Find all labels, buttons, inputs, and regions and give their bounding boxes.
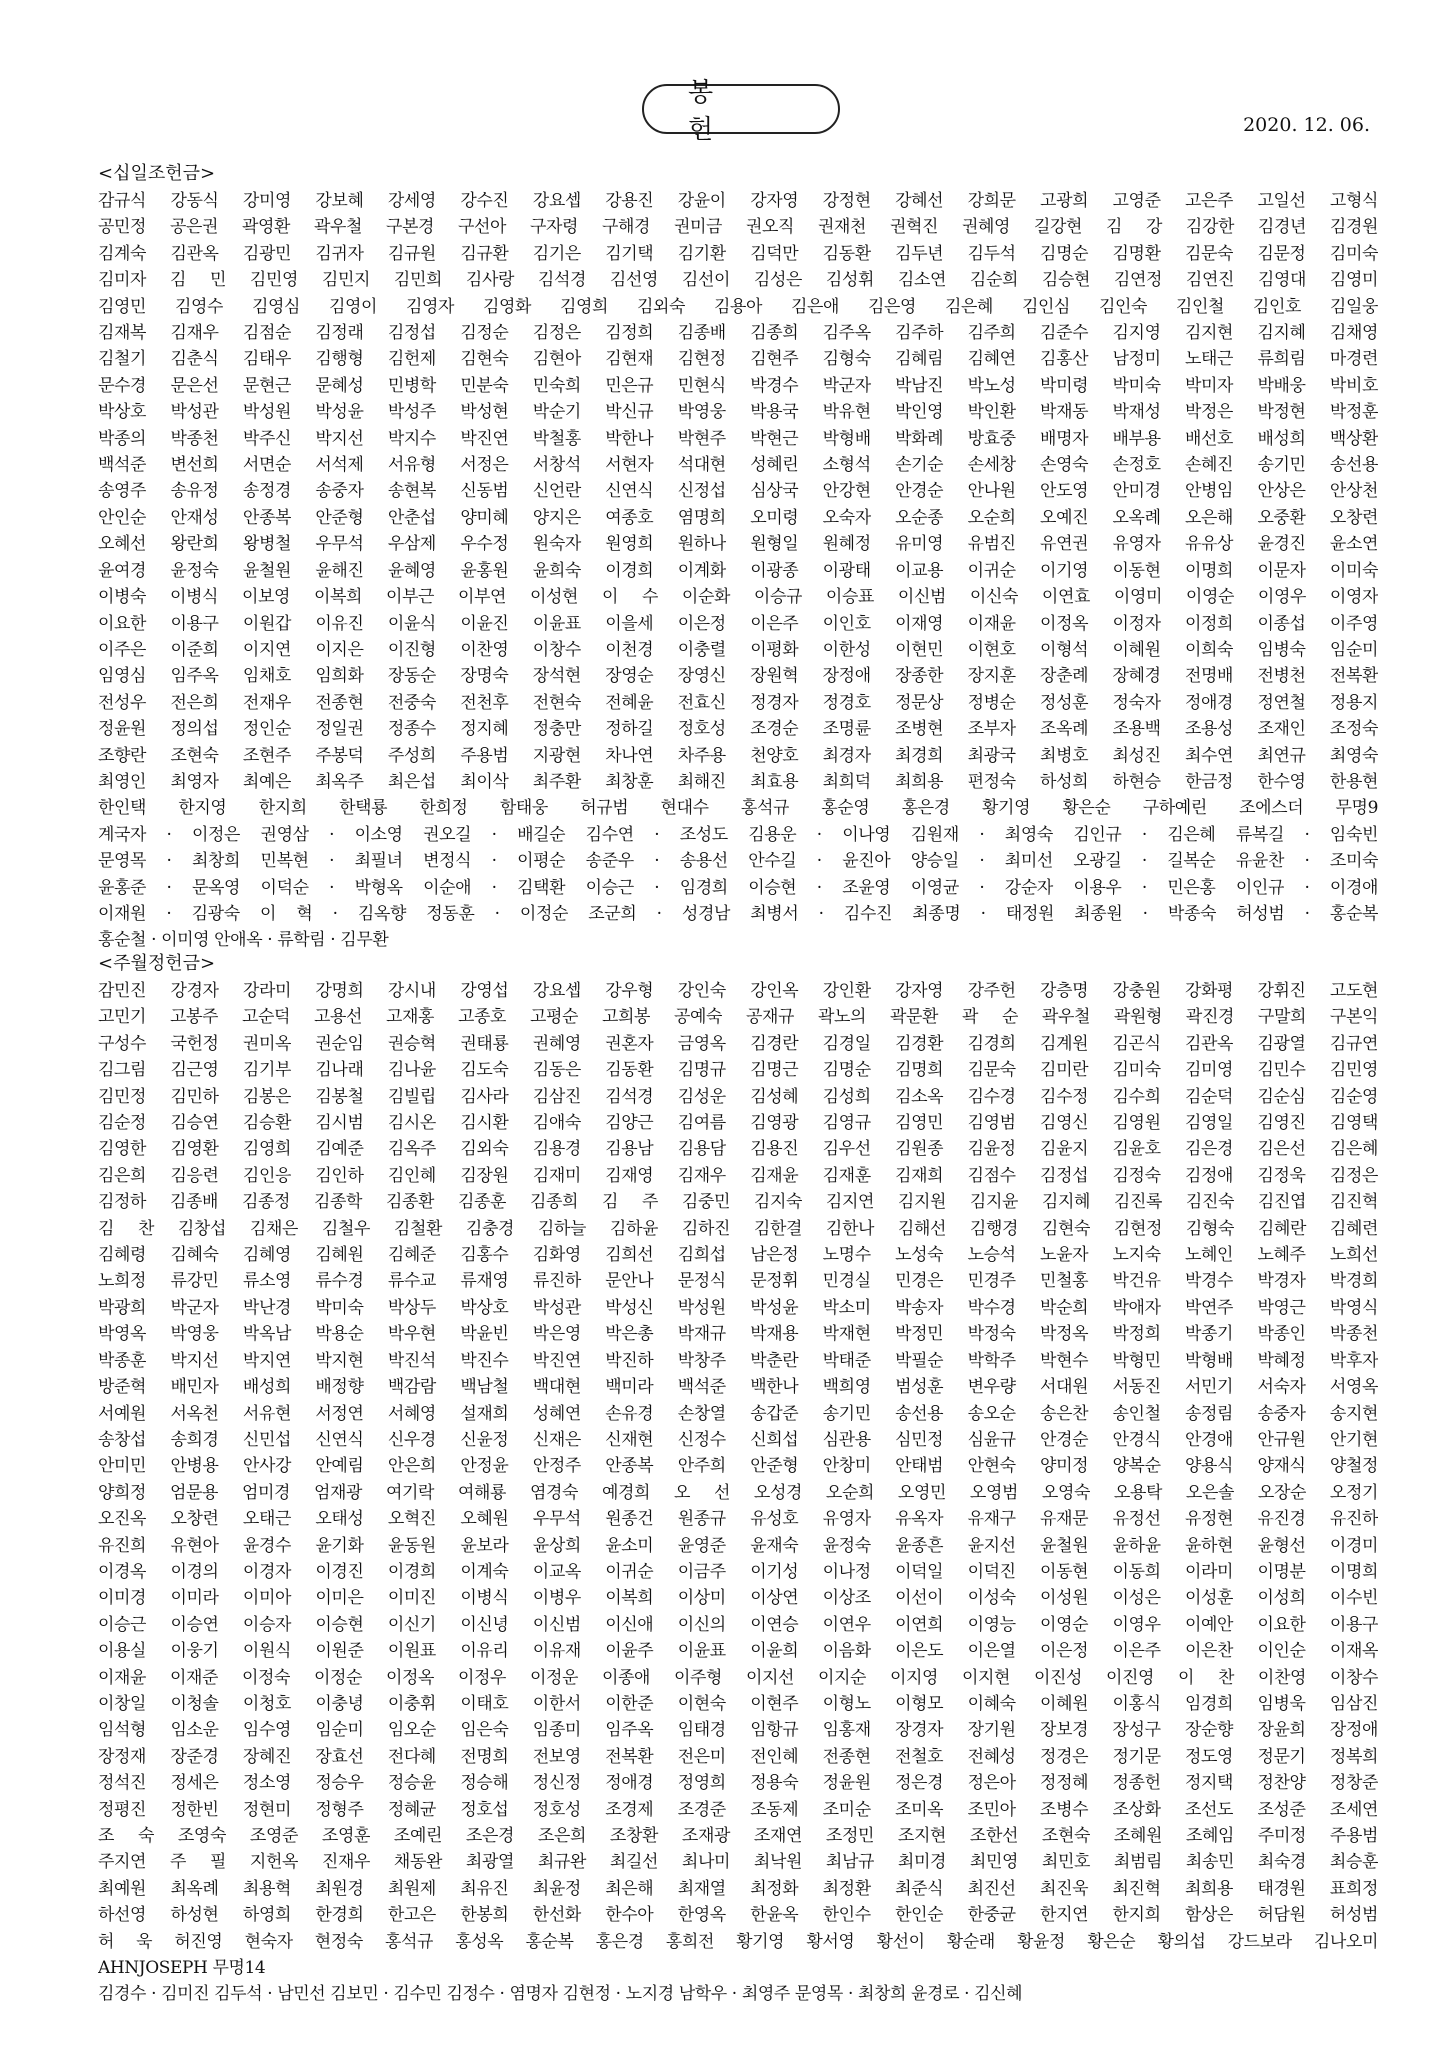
name-row: 하선영 하성현 하영희 한경희 한고은 한봉희 한선화 한수아 한영옥 한윤옥 한인수 한인순 한중균 한지연 한지희 함상은 허담원 허성범 xyxy=(98,1905,1378,1926)
name-row: 정평진 정한빈 정현미 정형주 정혜균 정호섭 정호성 조경제 조경준 조동제 조미순 조미옥 조민아 조병수 조상화 조선도 조성준 조세연 xyxy=(98,1799,1378,1820)
name-row: 한인택 한지영 한지희 한택룡 한희정 함태웅 허규범 현대수 홍석규 홍순영 홍은경 황기영 황은순 구하예린 조에스더 무명9 xyxy=(98,798,1378,819)
name-row: 윤여경 윤정숙 윤철원 윤해진 윤혜영 윤홍원 윤희숙 이경희 이계화 이광종 이광태 이교용 이귀순 이기영 이동현 이명희 이문자 이미숙 xyxy=(98,560,1378,581)
name-row: 정윤원 정의섭 정인순 정일권 정종수 정지혜 정충만 정하길 정호성 조경순 조명륜 조병현 조부자 조옥례 조용백 조용성 조재인 조정숙 xyxy=(98,719,1378,740)
name-row: 김계숙 김관옥 김광민 김귀자 김규원 김규환 김기은 김기택 김기환 김덕만 김동환 김두년 김두석 김명순 김명환 김문숙 김문정 김미숙 xyxy=(98,243,1378,264)
name-row: 감규식 강동식 강미영 강보혜 강세영 강수진 강요셉 강용진 강윤이 강자영 강정현 강혜선 강희문 고광희 고영준 고은주 고일선 고형식 xyxy=(98,191,1378,211)
name-row: 송영주 송유정 송정경 송중자 송현복 신동범 신언란 신연식 신정섭 심상국 안강현 안경순 안나원 안도영 안미경 안병임 안상은 안상천 xyxy=(98,481,1378,502)
name-row: 박영옥 박영웅 박옥남 박용순 박우현 박윤빈 박은영 박은총 박재규 박재용 박재현 박정민 박정숙 박정옥 박정희 박종기 박종인 박종천 xyxy=(98,1324,1378,1345)
name-row: 이미경 이미라 이미아 이미은 이미진 이병식 이병우 이복희 이상미 이상연 이상조 이선이 이성숙 이성원 이성은 이성훈 이성희 이수빈 xyxy=(98,1588,1378,1609)
name-row: 이창일 이청솔 이청호 이충녕 이충휘 이태호 이한서 이한준 이현숙 이현주 이형노 이형모 이혜숙 이혜원 이홍식 임경희 임병욱 임삼진 xyxy=(98,1693,1378,1714)
name-row: 이요한 이용구 이원갑 이유진 이윤식 이윤진 이윤표 이을세 이은정 이은주 이인호 이재영 이재윤 이정옥 이정자 이정희 이종섭 이주영 xyxy=(98,613,1378,634)
name-row: 김그림 김근영 김기부 김나래 김나윤 김도숙 김동은 김동환 김명규 김명근 김명순 김명희 김문숙 김미란 김미숙 김미영 김민수 김민영 xyxy=(98,1060,1378,1081)
name-row: 오혜선 왕란희 왕병철 우무석 우삼제 우수정 원숙자 원영희 원하나 원형일 원혜정 유미영 유범진 유연권 유영자 유유상 윤경진 윤소연 xyxy=(98,534,1378,555)
name-row: 홍순철 · 이미영 안애옥 · 류학림 · 김무환 xyxy=(98,930,389,951)
name-row: 이주은 이준희 이지연 이지은 이진형 이찬영 이창수 이천경 이충렬 이평화 이한성 이현민 이현호 이형석 이혜원 이희숙 임병숙 임순미 xyxy=(98,639,1378,660)
name-row: 허 욱 허진영 현숙자 현정숙 홍석규 홍성옥 홍순복 홍은경 홍희전 황기영 황서영 황선이 황순래 황윤정 황은순 황의섭 강드보라 김나오미 xyxy=(98,1931,1378,1952)
name-row: 고민기 고봉주 고순덕 고용선 고재홍 고종호 고평순 고희봉 공예숙 공재규 곽노의 곽문환 곽 순 곽우철 곽원형 곽진경 구말희 구본익 xyxy=(98,1007,1378,1028)
name-row: 임영심 임주옥 임채호 임희화 장동순 장명숙 장석현 장영순 장영신 장원혁 장정애 장종한 장지훈 장춘례 장혜경 전명배 전병천 전복환 xyxy=(98,666,1378,687)
name-row: 김철기 김춘식 김태우 김행형 김헌제 김현숙 김현아 김현재 김현정 김현주 김형숙 김혜림 김혜연 김홍산 남정미 노태근 류희림 마경련 xyxy=(98,349,1378,370)
section-title: <십일조헌금> xyxy=(98,163,216,184)
name-row: 김은희 김응련 김인응 김인하 김인혜 김장원 김재미 김재영 김재우 김재윤 김재훈 김재희 김점수 김정섭 김정숙 김정애 김정욱 김정은 xyxy=(98,1165,1378,1186)
name-row: 김재복 김재우 김점순 김정래 김정섭 김정순 김정은 김정희 김종배 김종희 김주옥 김주하 김주희 김준수 김지영 김지현 김지혜 김채영 xyxy=(98,323,1378,344)
name-row: 이재윤 이재준 이정숙 이정순 이정옥 이정우 이정운 이종애 이주형 이지선 이지순 이지영 이지현 이진성 이진영 이 찬 이찬영 이창수 xyxy=(98,1667,1378,1688)
name-row: 김경수 · 김미진 김두석 · 남민선 김보민 · 김수민 김정수 · 염명자 김현정 · 노지경 남학우 · 최영주 문영목 · 최창희 윤경로 · 김신혜 xyxy=(98,1984,1023,2005)
name-row: 이승근 이승연 이승자 이승현 이신기 이신녕 이신범 이신애 이신의 이연승 이연우 이연희 이영능 이영순 이영우 이예안 이요한 이용구 xyxy=(98,1614,1378,1635)
name-row: 박상호 박성관 박성원 박성윤 박성주 박성현 박순기 박신규 박영웅 박용국 박유현 박인영 박인환 박재동 박재성 박정은 박정현 박정훈 xyxy=(98,402,1378,423)
name-row: 이용실 이웅기 이원식 이원준 이원표 이유리 이유재 이윤주 이윤표 이윤희 이음화 이은도 이은열 이은정 이은주 이은찬 이인순 이재옥 xyxy=(98,1641,1378,1662)
name-row: 이병숙 이병식 이보영 이복희 이부근 이부연 이성현 이 수 이순화 이승규 이승표 이신범 이신숙 이연효 이영미 이영순 이영우 이영자 xyxy=(98,587,1378,608)
name-row: 안인순 안재성 안종복 안준형 안춘섭 양미혜 양지은 여종호 염명희 오미령 오숙자 오순종 오순희 오예진 오옥례 오은해 오중환 오창련 xyxy=(98,507,1378,528)
name-row: 김정하 김종배 김종정 김종학 김종환 김종훈 김종희 김 주 김중민 김지숙 김지연 김지원 김지윤 김지혜 김진록 김진숙 김진엽 김진혁 xyxy=(98,1192,1378,1213)
name-row: 정석진 정세은 정소영 정승우 정승윤 정승해 정신정 정애경 정영희 정용숙 정윤원 정은경 정은아 정정혜 정종헌 정지택 정찬양 정창준 xyxy=(98,1773,1378,1794)
name-row: 김미자 김 민 김민영 김민지 김민희 김사랑 김석경 김선영 김선이 김성은 김성휘 김소연 김순희 김승현 김연정 김연진 김영대 김영미 xyxy=(98,270,1378,291)
section-weekly-offering xyxy=(98,950,1378,2008)
name-row: 김영한 김영환 김영희 김예준 김옥주 김외숙 김용경 김용남 김용담 김용진 김우선 김원종 김윤정 김윤지 김윤호 김은경 김은선 김은혜 xyxy=(98,1139,1378,1160)
name-row: 서예원 서옥천 서유현 서정연 서혜영 설재희 성혜연 손유경 손창열 송갑준 송기민 송선용 송오순 송은찬 송인철 송정림 송중자 송지현 xyxy=(98,1403,1378,1424)
name-row: 안미민 안병용 안사강 안예림 안은희 안정윤 안정주 안종복 안주희 안준형 안창미 안태범 안현숙 양미정 양복순 양용식 양재식 양철정 xyxy=(98,1456,1378,1477)
name-row: 조 숙 조영숙 조영준 조영훈 조예린 조은경 조은희 조창환 조재광 조재연 조정민 조지현 조한선 조현숙 조혜원 조혜임 주미정 주용범 xyxy=(98,1826,1378,1846)
name-row: 유진희 유현아 윤경수 윤기화 윤동원 윤보라 윤상희 윤소미 윤영준 윤재숙 윤정숙 윤종흔 윤지선 윤철원 윤하윤 윤하현 윤형선 이경미 xyxy=(98,1535,1378,1556)
name-row: 백석준 변선희 서면순 서석제 서유형 서정은 서창석 서현자 석대현 성혜린 소형석 손기순 손세창 손영숙 손정호 손혜진 송기민 송선용 xyxy=(98,455,1378,476)
name-row: 송창섭 송희경 신민섭 신연식 신우경 신윤정 신재은 신재현 신정수 신희섭 심관용 심민정 심윤규 안경순 안경식 안경애 안규원 안기현 xyxy=(98,1429,1378,1450)
name-row: 양희정 엄문용 엄미경 엄재광 여기락 여해룡 염경숙 예경희 오 선 오성경 오순희 오영민 오영범 오영숙 오용탁 오은솔 오장순 오정기 xyxy=(98,1482,1378,1503)
name-row: 김혜령 김혜숙 김혜영 김혜원 김혜준 김홍수 김화영 김희선 김희섭 남은정 노명수 노성숙 노승석 노윤자 노지숙 노혜인 노혜주 노희선 xyxy=(98,1245,1378,1266)
name-row: 주지연 주 필 지헌옥 진재우 채동완 최광열 최규완 최길선 최나미 최낙원 최남규 최미경 최민영 최민호 최범림 최송민 최숙경 최승훈 xyxy=(98,1852,1378,1873)
name-row: 이재원 · 김광숙 이 혁 · 김옥향 정동훈 · 이정순 조군희 · 성경남 최병서 · 김수진 최종명 · 태정원 최종원 · 박종숙 허성범 · 홍순복 xyxy=(98,903,1378,924)
name-list xyxy=(98,978,1378,2008)
page-title: 봉 헌 xyxy=(642,84,840,134)
name-row: 방준혁 배민자 배성희 배정향 백감람 백남철 백대현 백미라 백석준 백한나 백희영 범성훈 변우량 서대원 서동진 서민기 서숙자 서영옥 xyxy=(98,1377,1378,1398)
name-row: 박종훈 박지선 박지연 박지현 박진석 박진수 박진연 박진하 박창주 박춘란 박태준 박필순 박학주 박현수 박형민 박형배 박혜정 박후자 xyxy=(98,1350,1378,1371)
section-tithe xyxy=(98,160,1378,954)
name-row: 공민정 공은권 곽영환 곽우철 구본경 구선아 구자령 구해경 권미금 권오직 권재천 권혁진 권혜영 길강현 김 강 김강한 김경년 김경원 xyxy=(98,217,1378,238)
name-row: 문수경 문은선 문현근 문혜성 민병학 민분숙 민숙희 민은규 민현식 박경수 박군자 박남진 박노성 박미령 박미숙 박미자 박배웅 박비호 xyxy=(98,375,1378,396)
name-row: 김 찬 김창섭 김채은 김철우 김철환 김충경 김하늘 김하윤 김하진 김한결 김한나 김해선 김행경 김현숙 김현정 김형숙 김혜란 김혜련 xyxy=(98,1218,1378,1239)
section-title: <주월정헌금> xyxy=(98,953,216,974)
date-label: 2020. 12. 06. xyxy=(1243,114,1370,136)
name-row: 오진옥 오창련 오태근 오태성 오혁진 오혜원 우무석 원종건 원종규 유성호 유영자 유옥자 유재구 유재문 유정선 유정현 유진경 유진하 xyxy=(98,1509,1378,1530)
name-row: 전성우 전은희 전재우 전종현 전중숙 전천후 전현숙 전혜윤 전효신 정경자 정경호 정문상 정병순 정성훈 정숙자 정애경 정연철 정용지 xyxy=(98,692,1378,713)
name-row: AHNJOSEPH 무명14 xyxy=(98,1958,266,1979)
name-row: 최예원 최옥례 최용혁 최원경 최원제 최유진 최윤정 최은해 최재열 최정화 최정환 최준식 최진선 최진욱 최진혁 최희용 태경원 표희정 xyxy=(98,1878,1378,1899)
name-row: 조향란 조현숙 조현주 주봉덕 주성희 주용범 지광현 차나연 차주용 천양호 최경자 최경희 최광국 최병호 최성진 최수연 최연규 최영숙 xyxy=(98,745,1378,766)
name-row: 구성수 국헌정 권미옥 권순임 권승혁 권태룡 권혜영 권혼자 금영옥 김경란 김경일 김경환 김경희 김계원 김곤식 김관옥 김광열 김규연 xyxy=(98,1033,1378,1054)
name-row: 임석형 임소운 임수영 임순미 임오순 임은숙 임종미 임주옥 임태경 임항규 임홍재 장경자 장기원 장보경 장성구 장순향 장윤희 장정애 xyxy=(98,1720,1378,1741)
name-row: 윤홍준 · 문옥영 이덕순 · 박형옥 이순애 · 김택환 이승근 · 임경희 이승현 · 조윤영 이영균 · 강순자 이용우 · 민은홍 이인규 · 이경애 xyxy=(98,877,1378,898)
name-row: 장정재 장준경 장혜진 장효선 전다혜 전명희 전보영 전복환 전은미 전인혜 전종현 전철호 전혜성 정경은 정기문 정도영 정문기 정복희 xyxy=(98,1746,1378,1767)
name-row: 이경옥 이경의 이경자 이경진 이경희 이계숙 이교옥 이귀순 이금주 이기성 이나정 이덕일 이덕진 이동현 이동희 이라미 이명분 이명희 xyxy=(98,1561,1378,1582)
name-row: 감민진 강경자 강라미 강명희 강시내 강영섭 강요셉 강우형 강인숙 강인옥 강인환 강자영 강주헌 강층명 강충원 강화평 강휘진 고도현 xyxy=(98,981,1378,1001)
name-row: 김영민 김영수 김영심 김영이 김영자 김영화 김영희 김외숙 김용아 김은애 김은영 김은혜 김인심 김인숙 김인철 김인호 김일웅 xyxy=(98,296,1378,317)
name-row: 박광희 박군자 박난경 박미숙 박상두 박상호 박성관 박성신 박성원 박성윤 박소미 박송자 박수경 박순희 박애자 박연주 박영근 박영식 xyxy=(98,1297,1378,1318)
name-row: 김순정 김승연 김승환 김시범 김시온 김시환 김애숙 김양근 김여름 김영광 김영규 김영민 김영범 김영신 김영원 김영일 김영진 김영택 xyxy=(98,1113,1378,1134)
name-row: 김민정 김민하 김봉은 김봉철 김빌립 김사라 김삼진 김석경 김성운 김성혜 김성희 김소옥 김수경 김수정 김수희 김순덕 김순심 김순영 xyxy=(98,1086,1378,1107)
name-list xyxy=(98,188,1378,954)
name-row: 계국자 · 이정은 권영삼 · 이소영 권오길 · 배길순 김수연 · 조성도 김용운 · 이나영 김원재 · 최영숙 김인규 · 김은혜 류복길 · 임숙빈 xyxy=(98,824,1378,845)
name-row: 박종의 박종천 박주신 박지선 박지수 박진연 박철홍 박한나 박현주 박현근 박형배 박화례 방효중 배명자 배부용 배선호 배성희 백상환 xyxy=(98,428,1378,449)
name-row: 문영목 · 최창희 민복현 · 최필녀 변정식 · 이평순 송준우 · 송용선 안수길 · 윤진아 양승일 · 최미선 오광길 · 길복순 유윤찬 · 조미숙 xyxy=(98,851,1378,872)
name-row: 노희정 류강민 류소영 류수경 류수교 류재영 류진하 문안나 문정식 문정휘 민경실 민경은 민경주 민철홍 박건유 박경수 박경자 박경희 xyxy=(98,1271,1378,1292)
name-row: 최영인 최영자 최예은 최옥주 최은섭 최이삭 최주환 최창훈 최해진 최효용 최희덕 최희용 편정숙 하성희 하현승 한금정 한수영 한용현 xyxy=(98,771,1378,792)
